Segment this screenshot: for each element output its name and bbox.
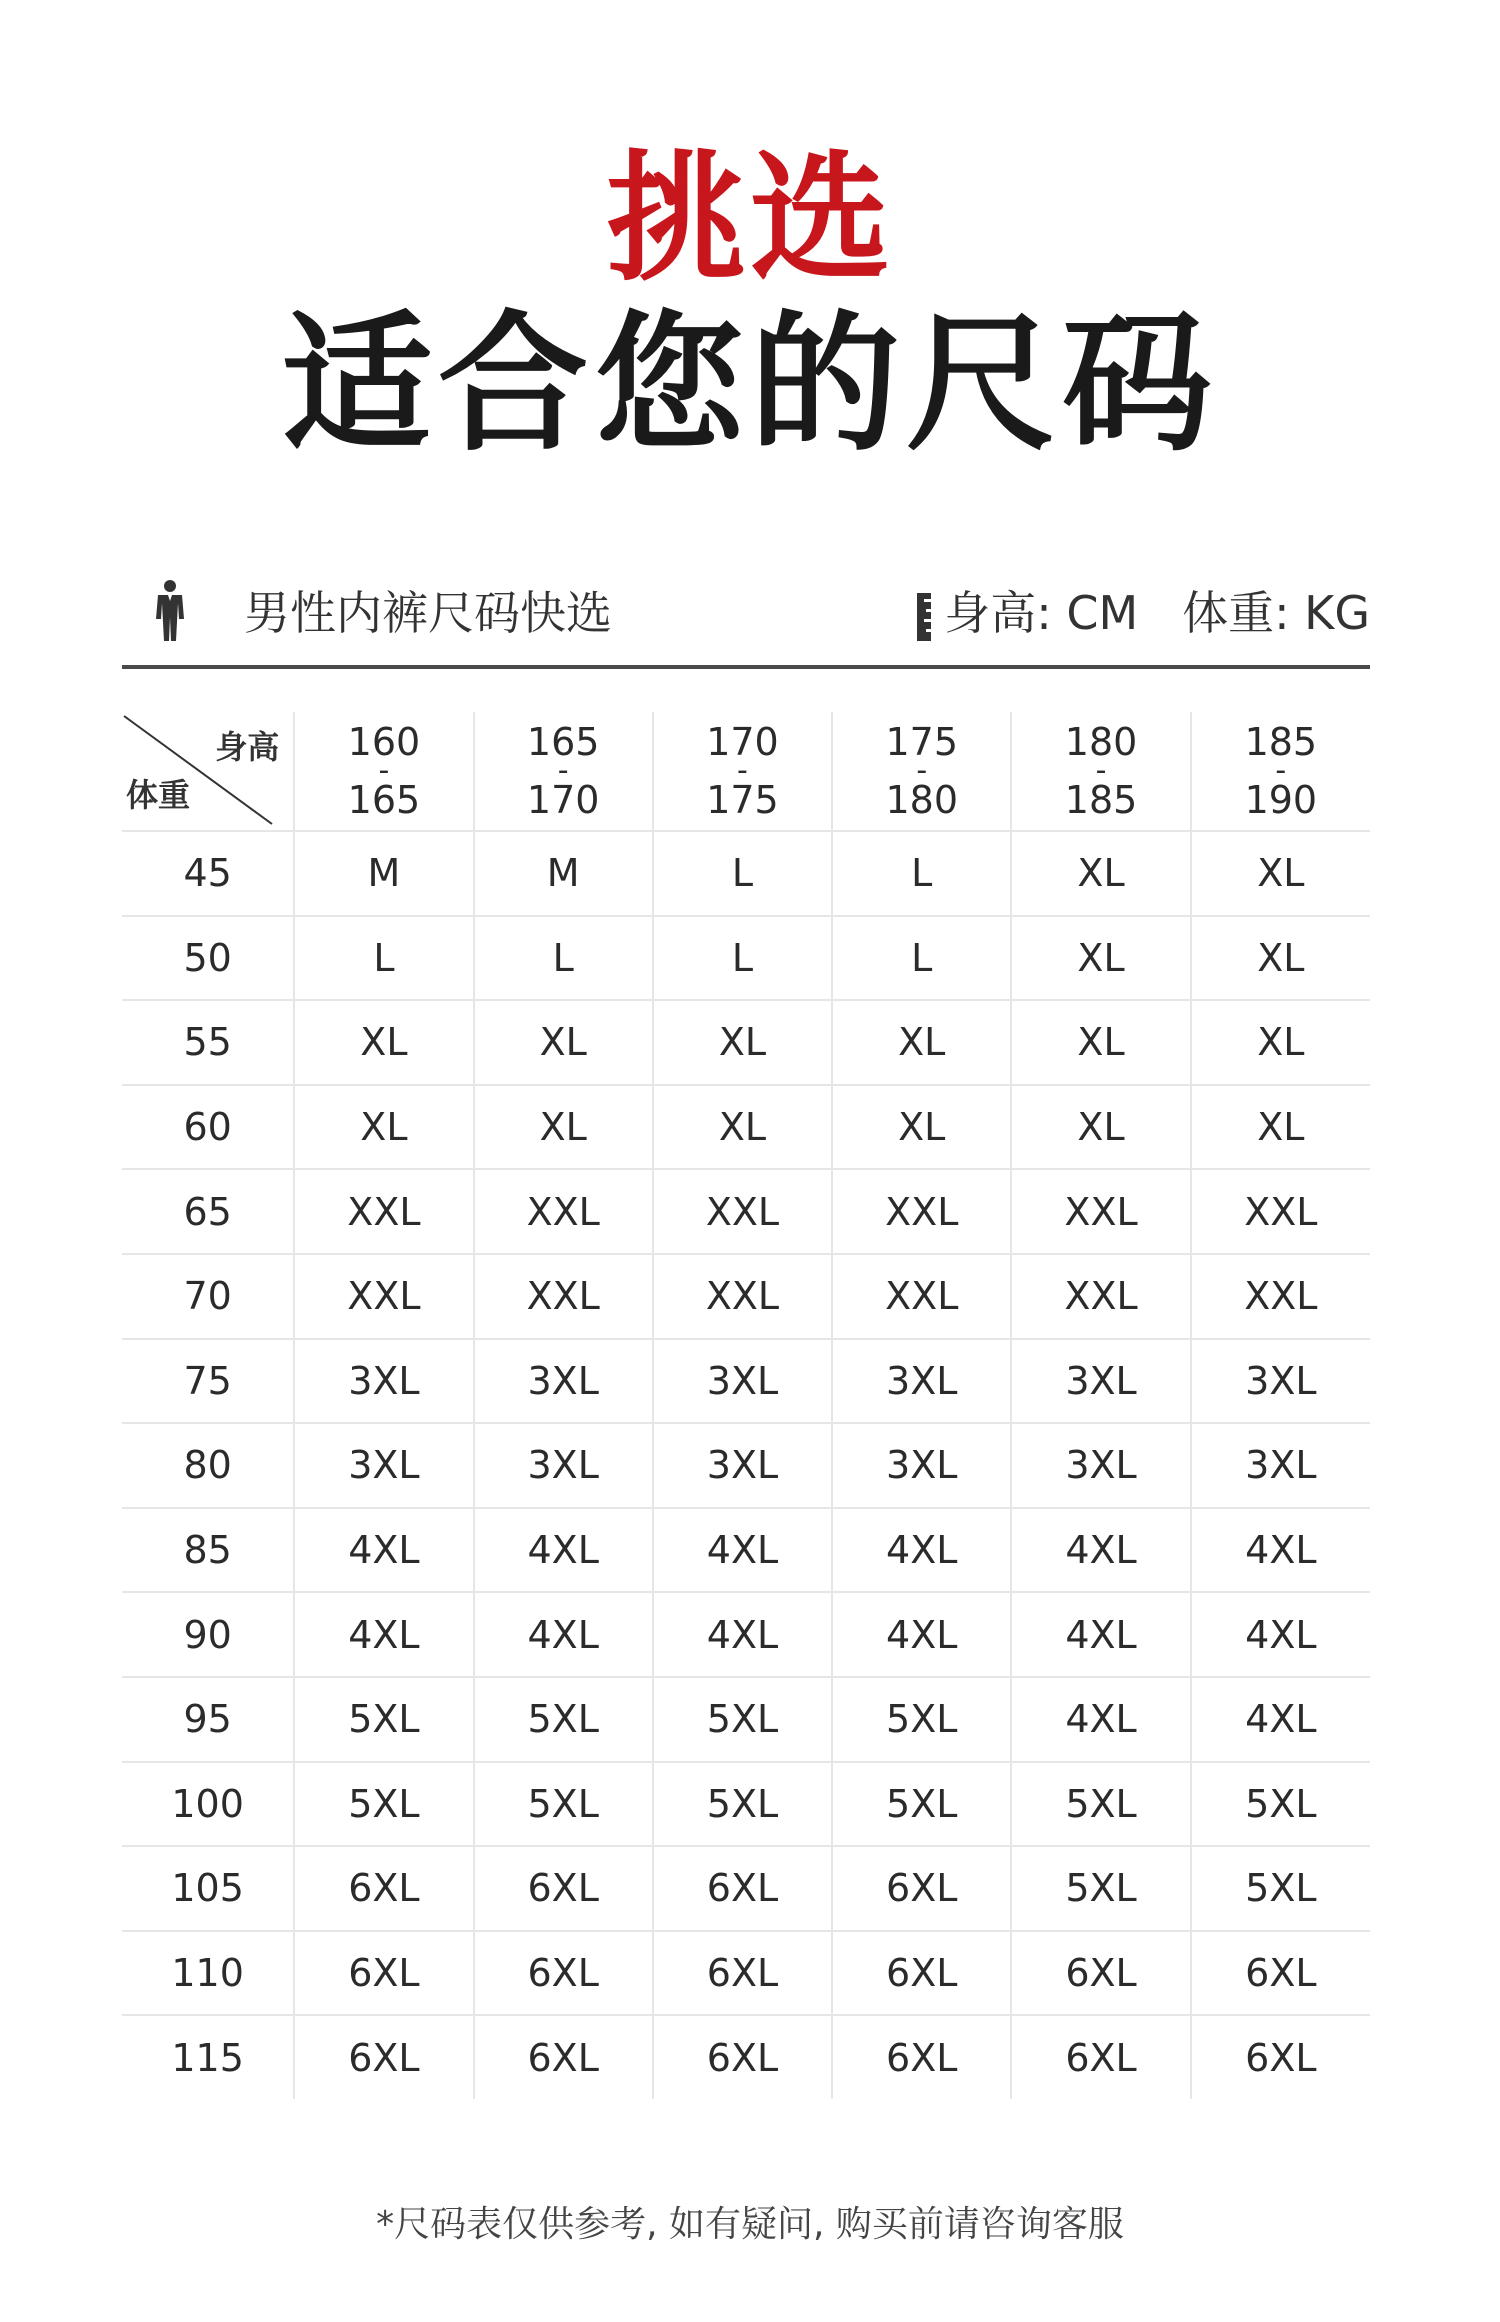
size-cell: XXL bbox=[653, 1169, 832, 1254]
size-cell: 3XL bbox=[832, 1423, 1011, 1508]
table-row bbox=[122, 1085, 1370, 1170]
size-cell: XL bbox=[653, 1085, 832, 1170]
size-cell: 5XL bbox=[653, 1762, 832, 1847]
size-cell: 4XL bbox=[294, 1592, 473, 1677]
size-cell: 3XL bbox=[294, 1423, 473, 1508]
size-cell: 4XL bbox=[1191, 1508, 1370, 1593]
size-cell: 6XL bbox=[474, 1846, 653, 1931]
size-cell: 6XL bbox=[294, 2015, 473, 2099]
title-line-2: 适合您的尺码 bbox=[281, 298, 1218, 472]
table-row bbox=[122, 2015, 1370, 2099]
height-range-header bbox=[832, 712, 1011, 831]
weight-cell: 85 bbox=[122, 1508, 294, 1593]
weight-cell: 80 bbox=[122, 1423, 294, 1508]
size-cell: XXL bbox=[474, 1169, 653, 1254]
weight-cell: 45 bbox=[122, 831, 294, 916]
table-row bbox=[122, 1254, 1370, 1339]
size-cell: XXL bbox=[474, 1254, 653, 1339]
size-cell: 6XL bbox=[1011, 1931, 1190, 2016]
height-range-header bbox=[474, 712, 653, 831]
size-cell: 5XL bbox=[832, 1762, 1011, 1847]
size-cell: 5XL bbox=[474, 1677, 653, 1762]
size-cell: 4XL bbox=[1191, 1592, 1370, 1677]
size-cell: XL bbox=[294, 1085, 473, 1170]
size-cell: 4XL bbox=[1011, 1677, 1190, 1762]
size-cell: 3XL bbox=[1191, 1339, 1370, 1424]
size-cell: 6XL bbox=[832, 1931, 1011, 2016]
weight-cell: 65 bbox=[122, 1169, 294, 1254]
height-range-separator bbox=[833, 764, 1010, 778]
size-cell: 4XL bbox=[1191, 1677, 1370, 1762]
size-cell: 5XL bbox=[832, 1677, 1011, 1762]
size-cell: 6XL bbox=[1191, 1931, 1370, 2016]
table-row bbox=[122, 831, 1370, 916]
table-header-row bbox=[122, 712, 1370, 831]
size-cell: L bbox=[832, 831, 1011, 916]
size-cell: 4XL bbox=[1011, 1508, 1190, 1593]
height-range-to: 175 bbox=[706, 778, 779, 822]
height-range-to: 170 bbox=[526, 778, 600, 822]
size-cell: 4XL bbox=[1011, 1592, 1190, 1677]
unit-legend bbox=[944, 583, 1370, 643]
chart-header bbox=[122, 565, 1370, 669]
size-cell: 4XL bbox=[294, 1508, 473, 1593]
size-cell: 4XL bbox=[474, 1508, 653, 1593]
size-cell: XL bbox=[653, 1000, 832, 1085]
size-cell: XL bbox=[1191, 831, 1370, 916]
table-row bbox=[122, 1592, 1370, 1677]
size-cell: XL bbox=[1011, 1085, 1190, 1170]
title-line-1: 挑选 bbox=[605, 138, 894, 301]
size-cell: 5XL bbox=[653, 1677, 832, 1762]
size-table bbox=[122, 712, 1370, 2099]
table-row bbox=[122, 916, 1370, 1001]
size-cell: 6XL bbox=[653, 1846, 832, 1931]
weight-cell: 55 bbox=[122, 1000, 294, 1085]
size-cell: 4XL bbox=[832, 1592, 1011, 1677]
size-cell: XL bbox=[832, 1085, 1011, 1170]
weight-cell: 100 bbox=[122, 1762, 294, 1847]
size-cell: XL bbox=[1011, 916, 1190, 1001]
size-cell: 3XL bbox=[294, 1339, 473, 1424]
weight-cell: 50 bbox=[122, 916, 294, 1001]
size-cell: XXL bbox=[832, 1169, 1011, 1254]
size-cell: XXL bbox=[832, 1254, 1011, 1339]
height-range-separator bbox=[654, 764, 831, 778]
ruler-icon bbox=[917, 593, 931, 641]
size-cell: XXL bbox=[1191, 1254, 1370, 1339]
height-range-from: 185 bbox=[1244, 720, 1318, 764]
size-cell: 6XL bbox=[653, 1931, 832, 2016]
corner-height-label: 身高 bbox=[215, 728, 280, 766]
height-range-to: 165 bbox=[347, 778, 421, 822]
height-range-separator bbox=[475, 764, 652, 778]
size-cell: XL bbox=[294, 1000, 473, 1085]
size-cell: 5XL bbox=[1191, 1846, 1370, 1931]
size-cell: 3XL bbox=[653, 1339, 832, 1424]
size-cell: XL bbox=[832, 1000, 1011, 1085]
size-cell: 5XL bbox=[474, 1762, 653, 1847]
footer-note: *尺码表仅供参考, 如有疑问, 购买前请咨询客服 bbox=[376, 2204, 1124, 2245]
person-icon bbox=[150, 579, 190, 645]
size-cell: XXL bbox=[1011, 1169, 1190, 1254]
size-cell: XL bbox=[1191, 1085, 1370, 1170]
height-range-separator bbox=[295, 764, 472, 778]
table-row bbox=[122, 1423, 1370, 1508]
weight-cell: 115 bbox=[171, 2035, 244, 2080]
table-row bbox=[122, 1677, 1370, 1762]
size-cell: 5XL bbox=[294, 1677, 473, 1762]
table-row bbox=[122, 1508, 1370, 1593]
size-cell: 4XL bbox=[653, 1592, 832, 1677]
size-cell: 6XL bbox=[474, 2015, 653, 2099]
size-cell: 3XL bbox=[474, 1423, 653, 1508]
size-cell: L bbox=[474, 916, 653, 1001]
table-row bbox=[122, 1000, 1370, 1085]
size-cell: L bbox=[294, 916, 473, 1001]
weight-cell: 95 bbox=[122, 1677, 294, 1762]
size-cell: 3XL bbox=[653, 1423, 832, 1508]
size-cell: 3XL bbox=[1011, 1423, 1190, 1508]
size-cell: 4XL bbox=[474, 1592, 653, 1677]
size-cell: 5XL bbox=[1011, 1762, 1190, 1847]
size-cell: XL bbox=[474, 1085, 653, 1170]
size-cell: 6XL bbox=[832, 2015, 1011, 2099]
weight-unit-label: 体重: KG bbox=[1182, 586, 1370, 640]
size-cell: 4XL bbox=[653, 1508, 832, 1593]
size-cell: M bbox=[294, 831, 473, 916]
size-cell: 4XL bbox=[832, 1508, 1011, 1593]
height-range-to: 185 bbox=[1064, 778, 1138, 822]
weight-cell: 75 bbox=[122, 1339, 294, 1424]
height-range-to: 180 bbox=[885, 778, 959, 822]
weight-cell: 90 bbox=[122, 1592, 294, 1677]
size-cell: XL bbox=[1191, 916, 1370, 1001]
size-cell: M bbox=[474, 831, 653, 916]
size-cell: XL bbox=[474, 1000, 653, 1085]
height-range-header bbox=[653, 712, 832, 831]
size-cell: 3XL bbox=[474, 1339, 653, 1424]
height-range-from: 180 bbox=[1064, 720, 1138, 764]
size-cell: 6XL bbox=[474, 1931, 653, 2016]
weight-cell: 110 bbox=[122, 1931, 294, 2016]
height-range-separator bbox=[1192, 764, 1370, 778]
height-range-header bbox=[1191, 712, 1370, 831]
size-cell: 3XL bbox=[1191, 1423, 1370, 1508]
weight-cell: 70 bbox=[122, 1254, 294, 1339]
size-cell: 3XL bbox=[1011, 1339, 1190, 1424]
size-cell: 5XL bbox=[294, 1762, 473, 1847]
size-cell: 6XL bbox=[832, 1846, 1011, 1931]
table-row bbox=[122, 1931, 1370, 2016]
corner-weight-label: 体重 bbox=[126, 776, 191, 814]
size-cell: XXL bbox=[653, 1254, 832, 1339]
corner-cell bbox=[122, 712, 294, 831]
size-cell: 6XL bbox=[294, 1931, 473, 2016]
table-row bbox=[122, 1762, 1370, 1847]
height-range-header bbox=[1011, 712, 1190, 831]
weight-cell: 60 bbox=[122, 1085, 294, 1170]
size-cell: 5XL bbox=[1191, 1762, 1370, 1847]
size-cell: L bbox=[832, 916, 1011, 1001]
size-cell: XXL bbox=[294, 1169, 473, 1254]
size-cell: 6XL bbox=[1191, 2015, 1370, 2099]
size-cell: 3XL bbox=[832, 1339, 1011, 1424]
size-cell: XXL bbox=[1011, 1254, 1190, 1339]
size-cell: XL bbox=[1011, 831, 1190, 916]
height-range-from: 175 bbox=[885, 720, 959, 764]
table-row bbox=[122, 1169, 1370, 1254]
height-unit-label: 身高: CM bbox=[944, 586, 1139, 640]
chart-subtitle: 男性内裤尺码快选 bbox=[244, 586, 612, 640]
size-cell: XL bbox=[1011, 1000, 1190, 1085]
height-range-from: 170 bbox=[706, 720, 779, 764]
size-cell: L bbox=[653, 916, 832, 1001]
table-row bbox=[122, 1846, 1370, 1931]
height-range-separator bbox=[1012, 764, 1189, 778]
weight-cell: 105 bbox=[122, 1846, 294, 1931]
size-cell: XXL bbox=[1191, 1169, 1370, 1254]
height-range-from: 160 bbox=[347, 720, 421, 764]
size-cell: 6XL bbox=[294, 1846, 473, 1931]
size-cell: 5XL bbox=[1011, 1846, 1190, 1931]
height-range-header bbox=[294, 712, 473, 831]
size-cell: L bbox=[653, 831, 832, 916]
table-row bbox=[122, 1339, 1370, 1424]
size-cell: 6XL bbox=[653, 2015, 832, 2099]
height-range-to: 190 bbox=[1244, 778, 1318, 822]
size-cell: 6XL bbox=[1011, 2015, 1190, 2099]
size-cell: XXL bbox=[294, 1254, 473, 1339]
height-range-from: 165 bbox=[526, 720, 600, 764]
size-cell: XL bbox=[1191, 1000, 1370, 1085]
